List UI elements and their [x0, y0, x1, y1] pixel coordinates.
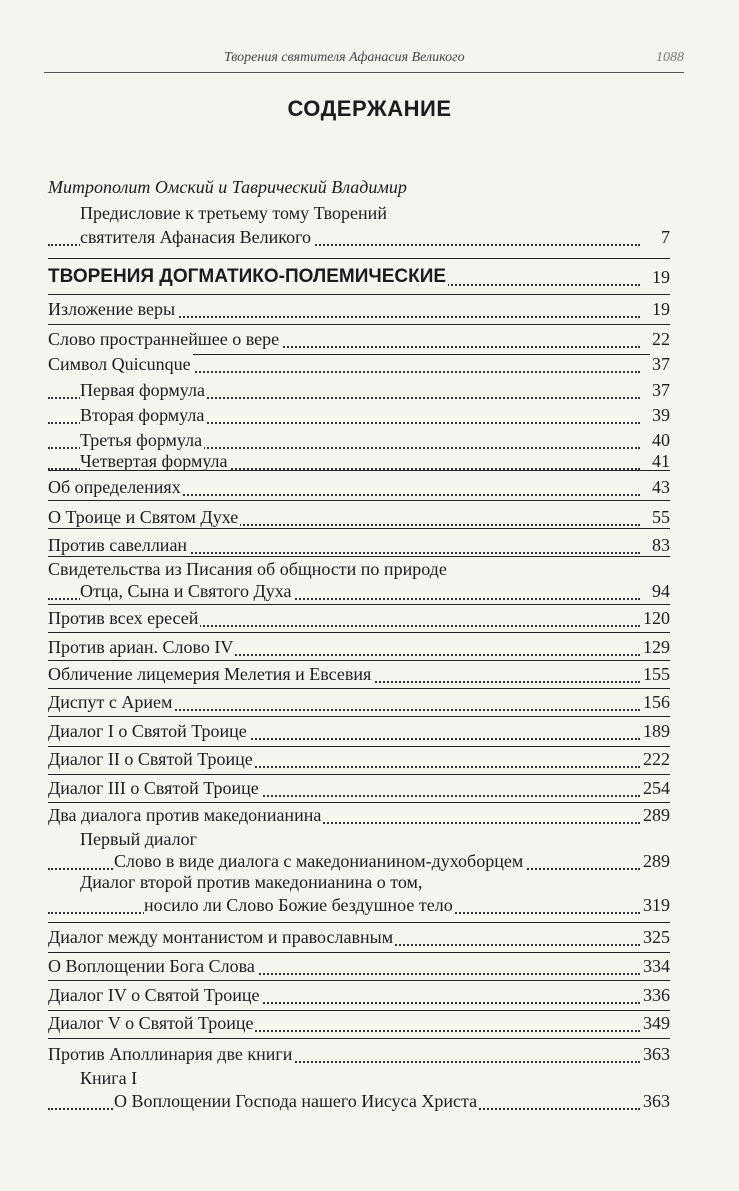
toc-entry: [48, 890, 670, 920]
entry-page: 189: [643, 721, 670, 741]
entry-page: 43: [652, 477, 670, 497]
entry-page: 7: [661, 227, 670, 247]
entry-page: 289: [643, 851, 670, 871]
entry-title-line1: Свидетельства из Писания об общности по природе: [48, 559, 447, 579]
entry-page: 363: [643, 1091, 670, 1111]
preface-title-line1: Предисловие к третьему тому Творений: [80, 203, 387, 223]
toc-section-dogmatic: [48, 262, 670, 292]
toc-entry: [48, 1039, 670, 1069]
entry-title: О Воплощении Бога Слова: [48, 956, 255, 976]
section-page: 19: [652, 267, 670, 287]
entry-page: 19: [652, 299, 670, 319]
entry-page: 325: [643, 927, 670, 947]
entry-page: 37: [652, 380, 670, 400]
entry-title: Вторая формула: [80, 405, 205, 425]
entry-subheading: Первый диалог: [80, 829, 198, 849]
entry-title: Обличение лицемерия Мелетия и Евсевия: [48, 664, 372, 684]
toc-entry: [48, 951, 670, 981]
entry-title: О Воплощении Господа нашего Иисуса Христа: [114, 1091, 478, 1111]
toc-entry: [48, 632, 670, 662]
entry-title: Диалог III о Святой Троице: [48, 778, 259, 798]
entry-page: 55: [652, 507, 670, 527]
toc-entry: [48, 1086, 670, 1116]
entry-title-line1: Диалог второй против македонианина о том,: [80, 872, 423, 892]
entry-title: Третья формула: [80, 430, 203, 450]
entry-page: 336: [643, 985, 670, 1005]
entry-title: Слово в виде диалога с македонианином-духоборцем: [114, 851, 524, 871]
entry-title: Против Аполлинария две книги: [48, 1044, 293, 1064]
entry-page: 156: [643, 692, 670, 712]
divider: [48, 556, 670, 557]
toc-entry: [48, 744, 670, 774]
toc-entry: [48, 800, 670, 830]
entry-page: 289: [643, 805, 670, 825]
entry-page: 129: [643, 637, 670, 657]
entry-title: Диспут с Арием: [48, 692, 173, 712]
entry-subheading: Книга I: [80, 1068, 138, 1088]
toc-entry: [48, 773, 670, 803]
toc-entry: [48, 659, 670, 689]
entry-title: Диалог V о Святой Троице: [48, 1013, 254, 1033]
entry-title: Диалог между монтанистом и православным: [48, 927, 394, 947]
entry-page: 94: [652, 581, 670, 601]
divider: [48, 470, 670, 471]
preface-author: Митрополит Омский и Таврический Владимир: [48, 177, 407, 197]
entry-page: 83: [652, 535, 670, 555]
entry-title: Об определениях: [48, 477, 181, 497]
entry-title: Диалог IV о Святой Троице: [48, 985, 260, 1005]
toc-entry: [48, 294, 670, 324]
entry-page: 334: [643, 956, 670, 976]
toc-entry: [48, 716, 670, 746]
running-header: [44, 48, 684, 73]
entry-title: Два диалога против македонианина: [48, 805, 322, 825]
divider: [48, 258, 670, 259]
entry-title: святителя Афанасия Великого: [80, 227, 312, 247]
entry-title: носило ли Слово Божие бездушное тело: [144, 895, 453, 915]
entry-page: 39: [652, 405, 670, 425]
toc-entry: [48, 922, 670, 952]
entry-page: 155: [643, 664, 670, 684]
entry-title: О Троице и Святом Духе: [48, 507, 239, 527]
entry-title: Диалог II о Святой Троице: [48, 749, 253, 769]
entry-title: Четвертая формула: [80, 451, 228, 471]
toc-entry-preface: [48, 222, 670, 252]
entry-page: 120: [643, 608, 670, 628]
divider: [48, 528, 670, 529]
entry-title: Против всех ересей: [48, 608, 199, 628]
running-title: Творения святителя Афанасия Великого: [224, 50, 465, 65]
divider: [48, 500, 670, 501]
entry-title: Первая формула: [80, 380, 205, 400]
toc-entry: [48, 603, 670, 633]
section-title: ТВОРЕНИЯ ДОГМАТИКО-ПОЛЕМИЧЕСКИЕ: [48, 266, 447, 287]
toc-entry: [48, 687, 670, 717]
toc-entry: [48, 472, 670, 502]
entry-title: Диалог I о Святой Троице: [48, 721, 247, 741]
entry-title: Против савеллиан: [48, 535, 188, 555]
entry-page: 319: [643, 895, 670, 915]
entry-page: 40: [652, 430, 670, 450]
entry-title: Слово пространнейшее о вере: [48, 329, 280, 349]
toc-entry: [48, 1008, 670, 1038]
entry-page: 37: [652, 354, 670, 374]
toc-entry: [48, 576, 670, 606]
entry-page: 22: [652, 329, 670, 349]
entry-page: 363: [643, 1044, 670, 1064]
toc-entry: [48, 980, 670, 1010]
entry-title: Изложение веры: [48, 299, 176, 319]
entry-title: Символ Quicunque: [48, 354, 191, 374]
entry-page: 41: [652, 451, 670, 471]
running-page-number: 1088: [656, 50, 684, 65]
entry-page: 349: [643, 1013, 670, 1033]
entry-page: 254: [643, 778, 670, 798]
entry-title: Против ариан. Слово IV: [48, 637, 234, 657]
entry-page: 222: [643, 749, 670, 769]
page-title: СОДЕРЖАНИЕ: [287, 96, 452, 121]
entry-title: Отца, Сына и Святого Духа: [80, 581, 292, 601]
